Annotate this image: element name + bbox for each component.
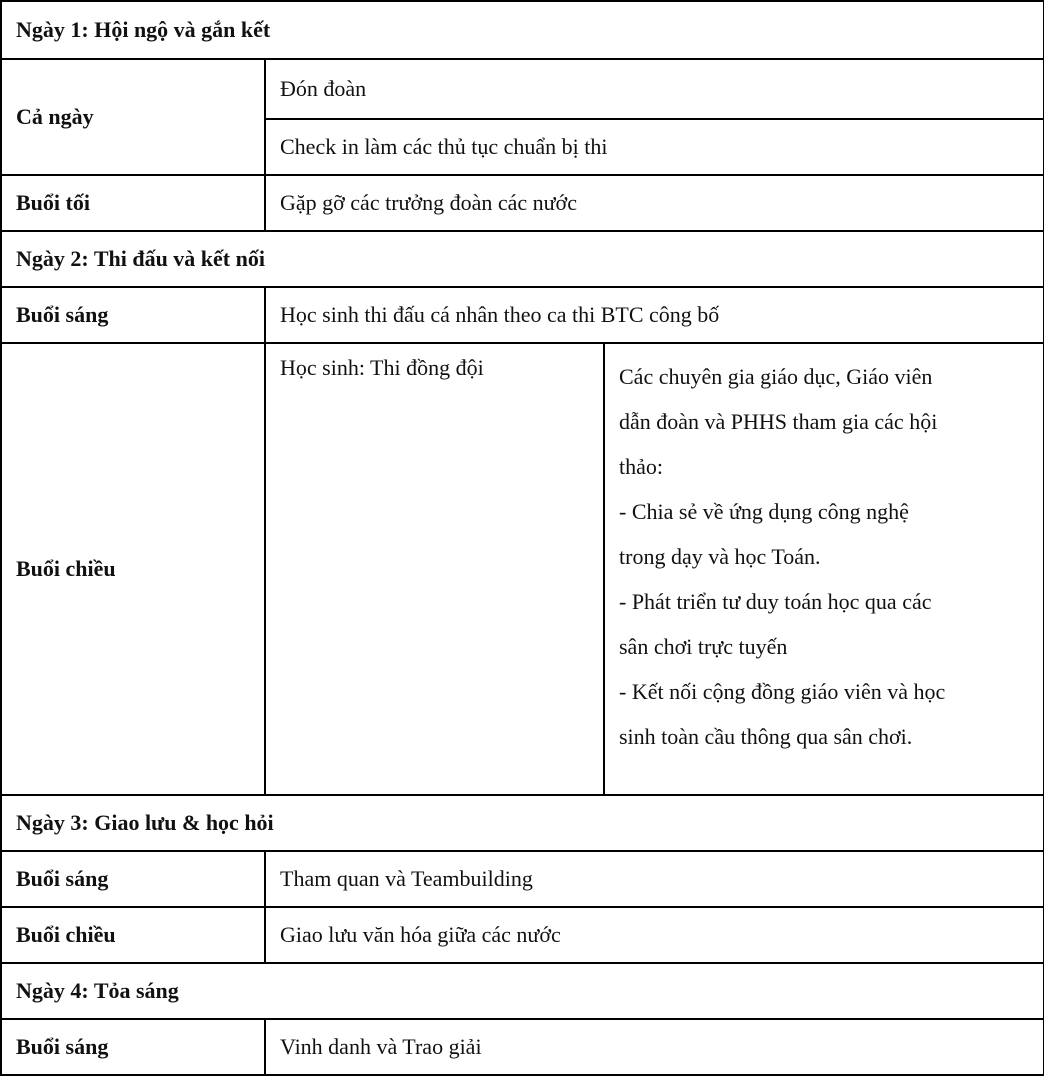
day-title: Ngày 2: Thi đấu và kết nối [1, 231, 1044, 287]
session-row [1, 59, 1044, 119]
session-row [1, 851, 1044, 907]
session-row [1, 175, 1044, 231]
session-activity: Tham quan và Teambuilding [265, 851, 1044, 907]
workshop-line: Các chuyên gia giáo dục, Giáo viên [619, 364, 933, 389]
workshop-line: sinh toàn cầu thông qua sân chơi. [619, 724, 913, 749]
day-header-row [1, 795, 1044, 851]
session-label: Buổi sáng [1, 287, 265, 343]
workshop-line: thảo: [619, 454, 663, 479]
session-activity: Đón đoàn [265, 59, 1044, 119]
day-header-row [1, 231, 1044, 287]
student-activity: Học sinh: Thi đồng đội [265, 343, 604, 795]
workshop-line: sân chơi trực tuyến [619, 634, 788, 659]
session-label: Buổi sáng [1, 851, 265, 907]
session-activity: Học sinh thi đấu cá nhân theo ca thi BTC công bố [265, 287, 1044, 343]
workshop-line: - Kết nối cộng đồng giáo viên và học [619, 679, 946, 704]
day-header-row [1, 963, 1044, 1019]
session-row [1, 907, 1044, 963]
session-row [1, 287, 1044, 343]
workshop-activity [604, 343, 1044, 795]
day-title: Ngày 4: Tỏa sáng [1, 963, 1044, 1019]
day-title: Ngày 3: Giao lưu & học hỏi [1, 795, 1044, 851]
session-activity: Gặp gỡ các trưởng đoàn các nước [265, 175, 1044, 231]
day-header-row [1, 1, 1044, 59]
workshop-line: trong dạy và học Toán. [619, 544, 821, 569]
session-activity: Vinh danh và Trao giải [265, 1019, 1044, 1075]
workshop-line: - Chia sẻ về ứng dụng công nghệ [619, 499, 909, 524]
session-label: Buổi tối [1, 175, 265, 231]
session-row [1, 1019, 1044, 1075]
session-activity: Check in làm các thủ tục chuẩn bị thi [265, 119, 1044, 175]
session-label: Buổi chiều [1, 343, 265, 795]
session-activity: Giao lưu văn hóa giữa các nước [265, 907, 1044, 963]
session-row [1, 343, 1044, 795]
workshop-line: - Phát triển tư duy toán học qua các [619, 589, 932, 614]
day-title: Ngày 1: Hội ngộ và gắn kết [1, 1, 1044, 59]
session-label: Cả ngày [1, 59, 265, 175]
session-label: Buổi chiều [1, 907, 265, 963]
session-label: Buổi sáng [1, 1019, 265, 1075]
workshop-line: dẫn đoàn và PHHS tham gia các hội [619, 409, 938, 434]
